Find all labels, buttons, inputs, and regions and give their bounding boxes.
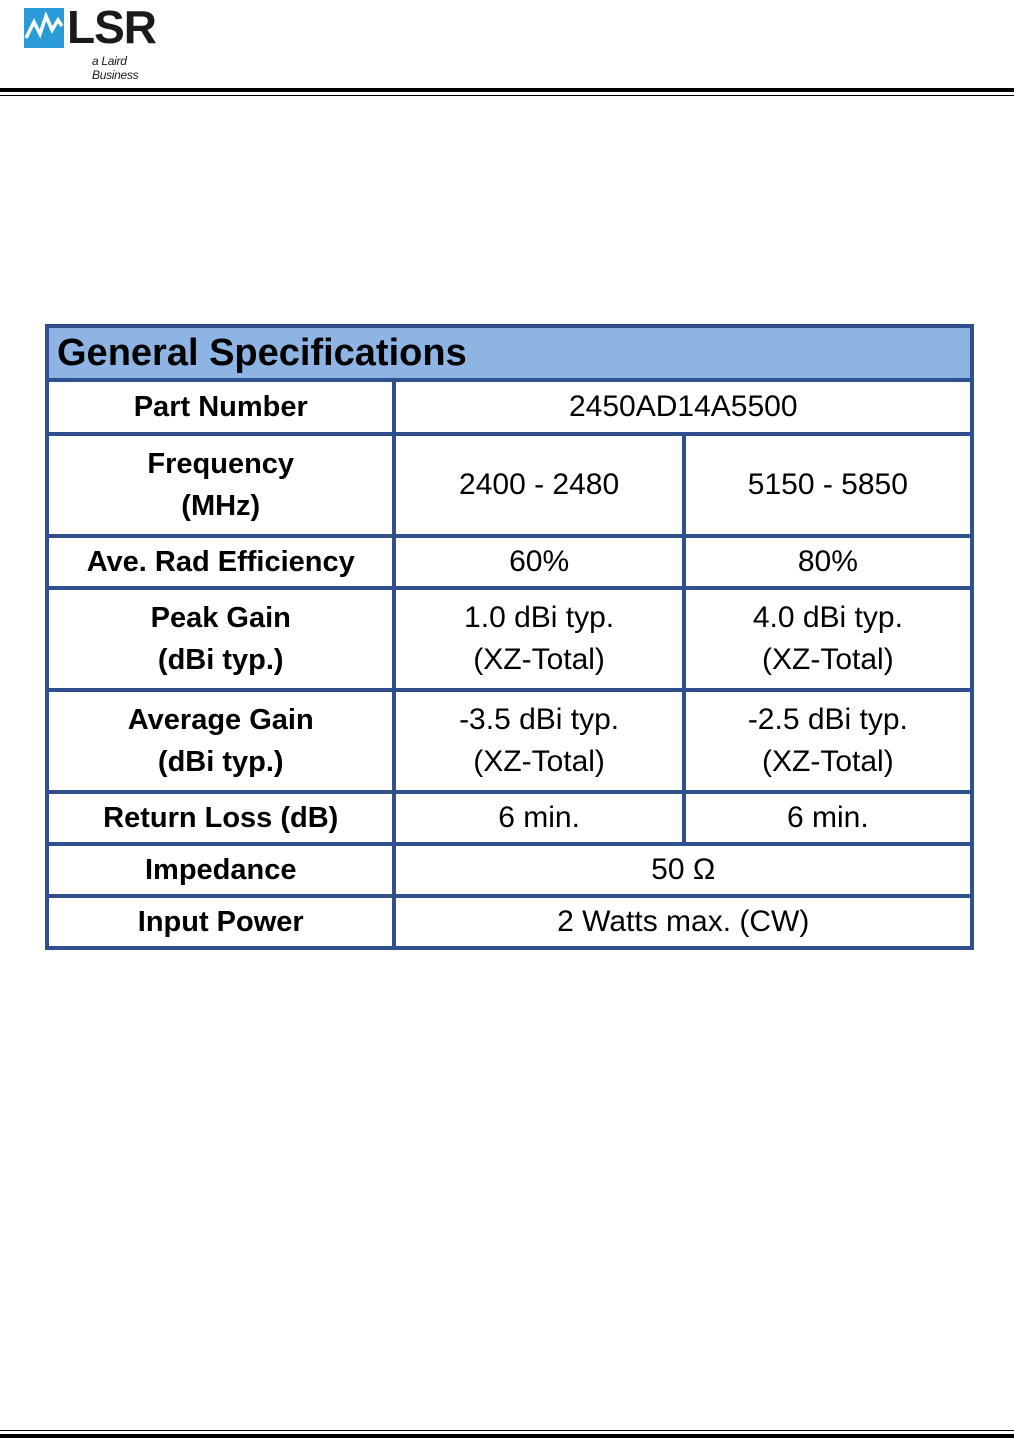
row-value-band-2: 6 min. (684, 792, 972, 844)
table-row-input-power (47, 896, 972, 948)
row-label: Frequency (MHz) (47, 434, 394, 536)
table-row-peak-gain (47, 588, 972, 690)
table-title: General Specifications (47, 326, 972, 380)
row-label: Ave. Rad Efficiency (47, 536, 394, 588)
table-row-efficiency (47, 536, 972, 588)
logo-text: LSR (67, 1, 156, 53)
header-rule (0, 88, 1014, 92)
table-title-row (47, 326, 972, 380)
table-row-part-number (47, 380, 972, 434)
footer-rule-thin (0, 1430, 1014, 1431)
table-row-frequency (47, 434, 972, 536)
row-value: 50 Ω (394, 844, 972, 896)
row-value-band-2: -2.5 dBi typ. (XZ-Total) (684, 690, 972, 792)
row-label: Return Loss (dB) (47, 792, 394, 844)
row-value-band-2: 80% (684, 536, 972, 588)
table-row-return-loss (47, 792, 972, 844)
row-value-band-1: 1.0 dBi typ. (XZ-Total) (394, 588, 683, 690)
row-value: 2 Watts max. (CW) (394, 896, 972, 948)
row-value: 2450AD14A5500 (394, 380, 972, 434)
header-rule-thin (0, 95, 1014, 96)
row-value-band-2: 5150 - 5850 (684, 434, 972, 536)
row-label: Average Gain (dBi typ.) (47, 690, 394, 792)
row-value-band-2: 4.0 dBi typ. (XZ-Total) (684, 588, 972, 690)
row-label: Impedance (47, 844, 394, 896)
table-row-impedance (47, 844, 972, 896)
logo-mark-icon (24, 8, 64, 48)
row-value-band-1: 60% (394, 536, 683, 588)
row-label: Input Power (47, 896, 394, 948)
table-row-average-gain (47, 690, 972, 792)
row-value-band-1: -3.5 dBi typ. (XZ-Total) (394, 690, 683, 792)
footer-rule (0, 1434, 1014, 1438)
row-label: Peak Gain (dBi typ.) (47, 588, 394, 690)
row-value-band-1: 2400 - 2480 (394, 434, 683, 536)
company-logo (24, 1, 169, 82)
row-label: Part Number (47, 380, 394, 434)
logo-subtitle: a Laird Business (92, 54, 139, 82)
general-specifications-table (45, 324, 974, 950)
row-value-band-1: 6 min. (394, 792, 683, 844)
